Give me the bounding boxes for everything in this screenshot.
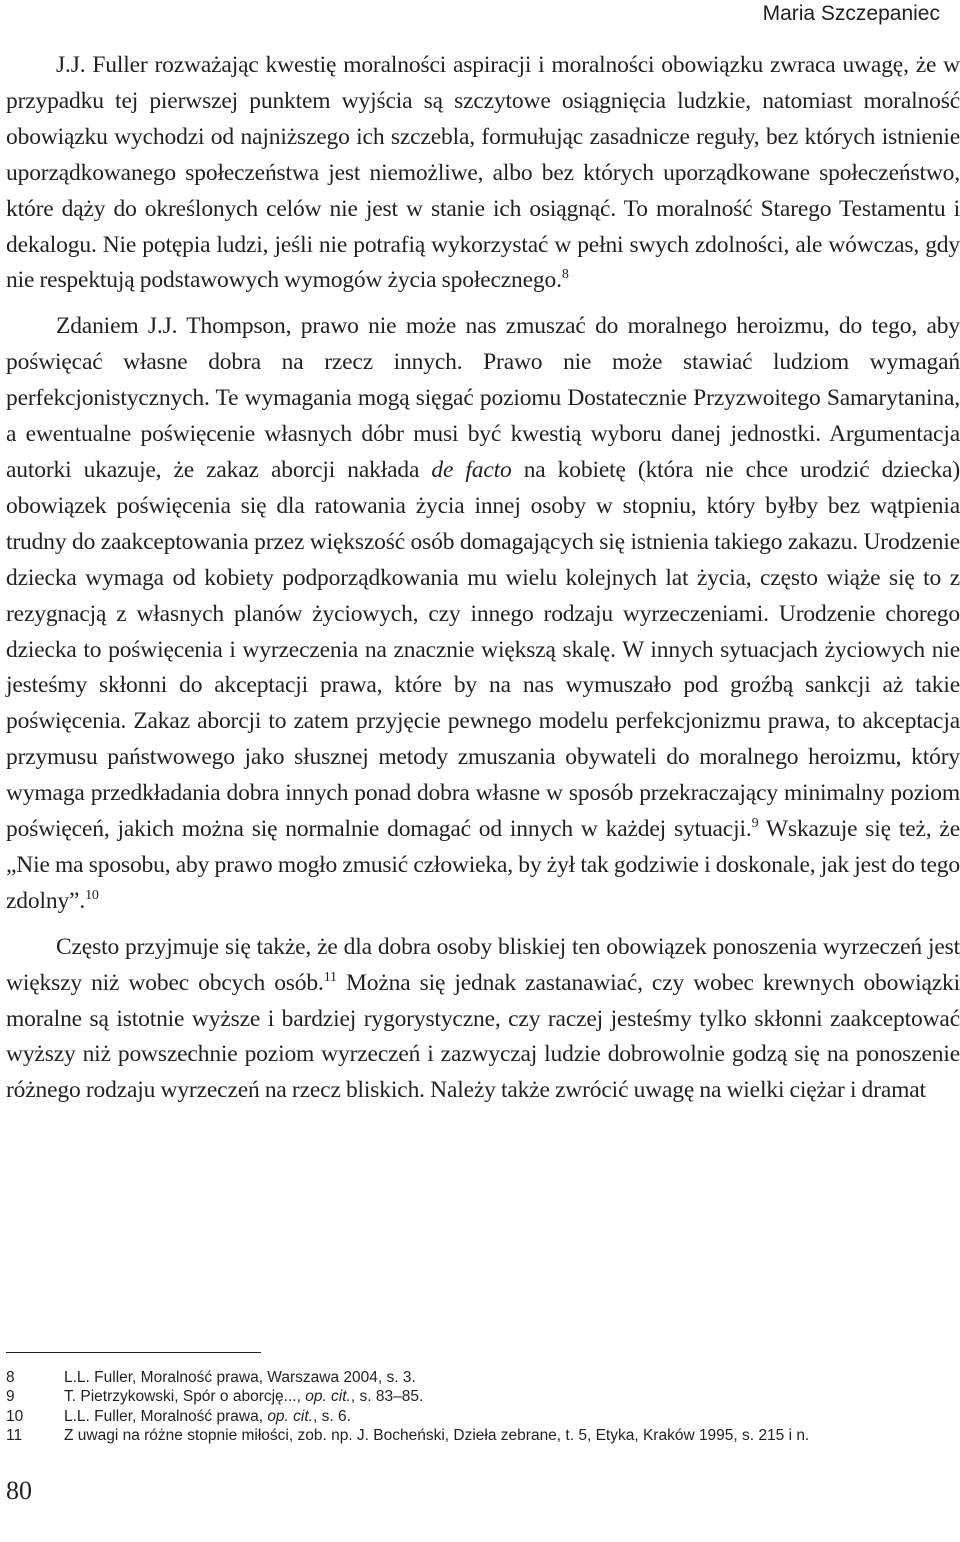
paragraph-2-text-c: Wskazuje się też, że „Nie ma sposobu, aby prawo mogło zmusić człowieka, by żył tak godziwie i doskonale, jak jest do tego zdolny”. — [6, 816, 960, 914]
footnote-number: 9 — [6, 1388, 15, 1406]
footnote-8 — [6, 1368, 809, 1387]
footnote-text-end: , s. 83–85. — [350, 1388, 424, 1406]
paragraph-2-italic: de facto — [431, 456, 512, 483]
footnote-ref-10[interactable]: 10 — [85, 887, 99, 903]
paragraph-3 — [6, 930, 960, 1110]
footnote-number: 8 — [6, 1369, 15, 1386]
running-header-author: Maria Szczepaniec — [762, 2, 940, 25]
footnote-9 — [6, 1387, 809, 1406]
paragraph-3-text-a: Często przyjmuje się także, że dla dobra osoby bliskiej ten obowiązek ponoszenia wyrzeczeń jest większy niż wobec obcych osób. — [6, 933, 960, 996]
footnote-ref-11[interactable]: 11 — [323, 969, 337, 985]
footnote-text: T. Pietrzykowski, Spór o aborcję..., — [64, 1388, 306, 1406]
paragraph-1-text: J.J. Fuller rozważając kwestię moralności aspiracji i moralności obowiązku zwraca uwagę, że w przypadku tej pierwszej punktem wyjścia są szczytowe osiągnięcia ludzkie, natomiast moralność obowiązku wychodzi od najniższego ich szczebla, formułując zasadnicze reguły, bez których istnienie uporządkowanego społeczeństwa jest niemożliwe, albo bez których uporządkowane społeczeństwo, które dąży do określonych celów nie jest w stanie ich osiągnąć. To moralność Starego Testamentu i dekalogu. Nie potępia ludzi, jeśli nie potrafią wykorzystać w pełni swych zdolności, ale wówczas, gdy nie respektują podstawowych wymogów życia społecznego. — [6, 52, 960, 294]
paragraph-2-text-b: na kobietę (która nie chce urodzić dziecka) obowiązek poświęcenia się dla ratowania życia innej osoby w stopniu, który byłby bez wątpienia trudny do zaakceptowania przez większość osób domagających się istnienia takiego zakazu. Urodzenie dziecka wymaga od kobiety podporządkowania mu wielu kolejnych lat życia, często wiąże się to z rezygnacją z własnych planów życiowych, czy innego rodzaju wyrzeczeniami. Urodzenie chorego dziecka to poświęcenia i wyrzeczenia na znacznie większą skalę. W innych sytuacjach życiowych nie jesteśmy skłonni do akceptacji prawa, które by na nas wymuszało pod groźbą sankcji aż takie poświęcenia. Zakaz aborcji to zatem przyjęcie pewnego modelu perfekcjonizmu prawa, to akceptacja przymusu państwowego jako słusznej metody zmuszania obywateli do moralnego heroizmu, który wymaga przedkładania dobra innych ponad dobra własne w sposób przekraczający minimalny poziom poświęceń, jakich można się normalnie domagać od innych w każdej sytuacji. — [6, 456, 960, 843]
footnote-text-end: , s. 6. — [312, 1407, 351, 1425]
footnote-ref-9[interactable]: 9 — [751, 816, 759, 832]
paragraph-1 — [6, 48, 960, 299]
main-text — [6, 48, 960, 1109]
page-number: 80 — [6, 1476, 32, 1505]
footnote-11 — [6, 1426, 809, 1445]
footnote-ref-8[interactable]: 8 — [561, 267, 569, 283]
footnote-number: 10 — [6, 1407, 24, 1425]
footnotes — [6, 1368, 809, 1445]
footnote-italic: op. cit. — [267, 1407, 313, 1425]
paragraph-2 — [6, 309, 960, 919]
footnote-separator — [6, 1352, 261, 1353]
paragraph-3-text-b: Można się jednak zastanawiać, czy wobec krewnych obowiązki moralne są istotnie wyższe i bardziej rygorystyczne, czy raczej jesteśmy tylko skłonni zaakceptować wyższy niż powszechnie poziom wyrzeczeń i zazwyczaj ludzie dobrowolnie godzą się na ponoszenie różnego rodzaju wyrzeczeń na rzecz bliskich. Należy także zwrócić uwagę na wielki ciężar i dramat — [6, 969, 960, 1104]
footnote-text: Z uwagi na różne stopnie miłości, zob. np. J. Bocheński, Dzieła zebrane, t. 5, Etyka, Kraków 1995, s. 215 i n. — [64, 1426, 810, 1444]
paragraph-2-text-a: Zdaniem J.J. Thompson, prawo nie może nas zmuszać do moralnego heroizmu, do tego, aby poświęcać własne dobra na rzecz innych. Prawo nie może stawiać ludziom wymagań perfekcjonistycznych. Te wymagania mogą sięgać poziomu Dostatecznie Przyzwoitego Samarytanina, a ewentualne poświęcenie własnych dóbr musi być kwestią wyboru danej jednostki. Argumentacja autorki ukazuje, że zakaz aborcji nakłada — [6, 313, 960, 483]
footnote-italic: op. cit. — [305, 1388, 351, 1406]
footnote-number: 11 — [6, 1426, 23, 1444]
footnote-10 — [6, 1407, 809, 1426]
footnote-text: L.L. Fuller, Moralność prawa, Warszawa 2004, s. 3. — [64, 1369, 416, 1386]
footnote-text: L.L. Fuller, Moralność prawa, — [64, 1407, 268, 1425]
